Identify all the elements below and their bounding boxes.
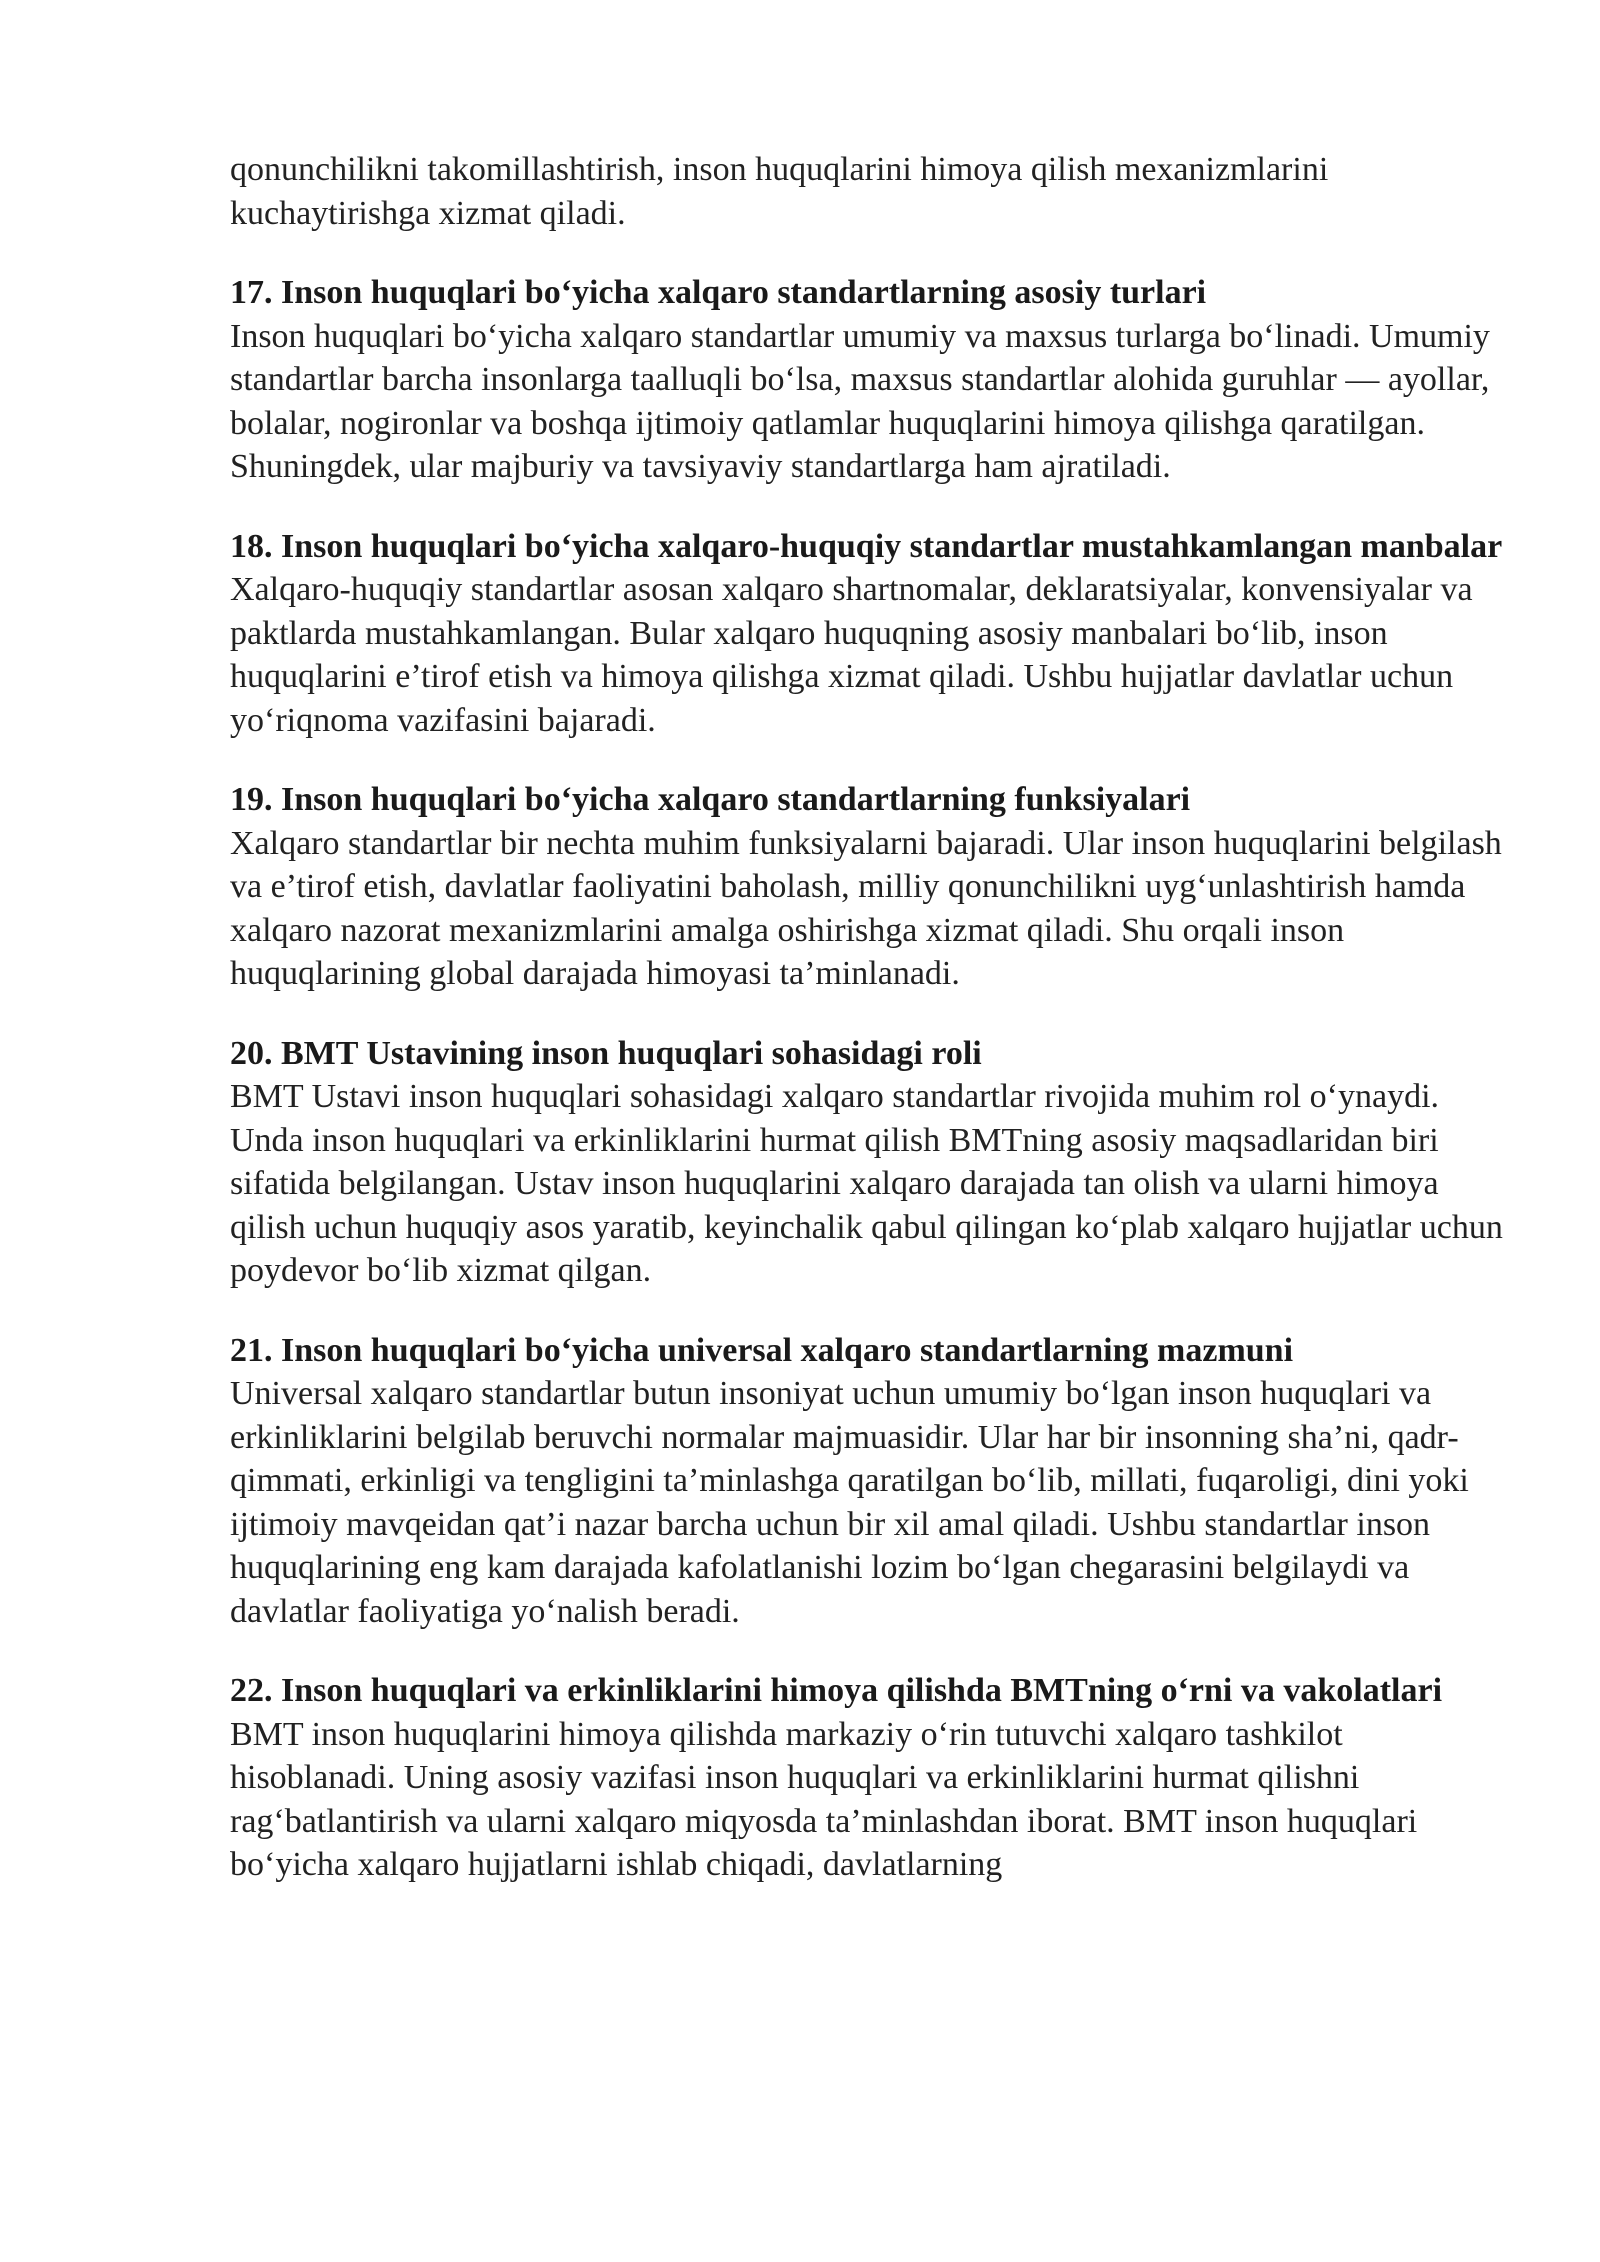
section-20 — [230, 1032, 1510, 1293]
section-heading: 21. Inson huquqlari bo‘yicha universal xalqaro standartlarning mazmuni — [230, 1331, 1294, 1369]
section-heading: 20. BMT Ustavining inson huquqlari sohasidagi roli — [230, 1034, 982, 1072]
section-body: Universal xalqaro standartlar butun insoniyat uchun umumiy bo‘lgan inson huquqlari va erkinliklarini belgilab beruvchi normalar majmuasidir. Ular har bir insonning sha’ni, qadr-qimmati, erkinligi va tengligini ta’minlashga qaratilgan bo‘lib, millati, fuqaroligi, dini yoki ijtimoiy mavqeidan qat’i nazar barcha uchun bir xil amal qiladi. Ushbu standartlar inson huquqlarining eng kam darajada kafolatlanishi lozim bo‘lgan chegarasini belgilaydi va davlatlar faoliyatiga yo‘nalish beradi. — [230, 1375, 1469, 1630]
document-page — [230, 148, 1510, 1887]
section-heading: 18. Inson huquqlari bo‘yicha xalqaro-huquqiy standartlar mustahkamlangan manbalar — [230, 527, 1503, 565]
section-19 — [230, 778, 1510, 996]
section-18 — [230, 525, 1510, 743]
section-body: Xalqaro standartlar bir nechta muhim funksiyalarni bajaradi. Ular inson huquqlarini belgilash va e’tirof etish, davlatlar faoliyatini baholash, milliy qonunchilikni uyg‘unlashtirish hamda xalqaro nazorat mexanizmlarini amalga oshirishga xizmat qiladi. Shu orqali inson huquqlarining global darajada himoyasi ta’minlanadi. — [230, 824, 1502, 992]
intro-paragraph: qonunchilikni takomillashtirish, inson huquqlarini himoya qilish mexanizmlarini kuchaytirishga xizmat qiladi. — [230, 151, 1329, 232]
section-body: BMT Ustavi inson huquqlari sohasidagi xalqaro standartlar rivojida muhim rol o‘ynaydi. Unda inson huquqlari va erkinliklarini hurmat qilish BMTning asosiy maqsadlaridan biri sifatida belgilangan. Ustav inson huquqlarini xalqaro darajada tan olish va ularni himoya qilish uchun huquqiy asos yaratib, keyinchalik qabul qilingan ko‘plab xalqaro hujjatlar uchun poydevor bo‘lib xizmat qilgan. — [230, 1078, 1503, 1289]
section-17 — [230, 271, 1510, 489]
section-heading: 19. Inson huquqlari bo‘yicha xalqaro standartlarning funksiyalari — [230, 781, 1191, 818]
section-22 — [230, 1669, 1510, 1887]
section-21 — [230, 1329, 1510, 1634]
section-heading: 22. Inson huquqlari va erkinliklarini himoya qilishda BMTning o‘rni va vakolatlari — [230, 1672, 1443, 1709]
section-body: BMT inson huquqlarini himoya qilishda markaziy o‘rin tutuvchi xalqaro tashkilot hisoblanadi. Uning asosiy vazifasi inson huquqlari va erkinliklarini hurmat qilishni rag‘batlantirish va ularni xalqaro miqyosda ta’minlashdan iborat. BMT inson huquqlari bo‘yicha xalqaro hujjatlarni ishlab chiqadi, davlatlarning — [230, 1715, 1418, 1883]
section-heading: 17. Inson huquqlari bo‘yicha xalqaro standartlarning asosiy turlari — [230, 274, 1207, 311]
section-body: Xalqaro-huquqiy standartlar asosan xalqaro shartnomalar, deklaratsiyalar, konvensiyalar va paktlarda mustahkamlangan. Bular xalqaro huquqning asosiy manbalari bo‘lib, inson huquqlarini e’tirof etish va himoya qilishga xizmat qiladi. Ushbu hujjatlar davlatlar uchun yo‘riqnoma vazifasini bajaradi. — [230, 571, 1473, 739]
section-body: Inson huquqlari bo‘yicha xalqaro standartlar umumiy va maxsus turlarga bo‘linadi. Umumiy standartlar barcha insonlarga taalluqli bo‘lsa, maxsus standartlar alohida guruhlar — ayollar, bolalar, nogironlar va boshqa ijtimoiy qatlamlar huquqlarini himoya qilishga qaratilgan. Shuningdek, ular majburiy va tavsiyaviy standartlarga ham ajratiladi. — [230, 317, 1490, 485]
